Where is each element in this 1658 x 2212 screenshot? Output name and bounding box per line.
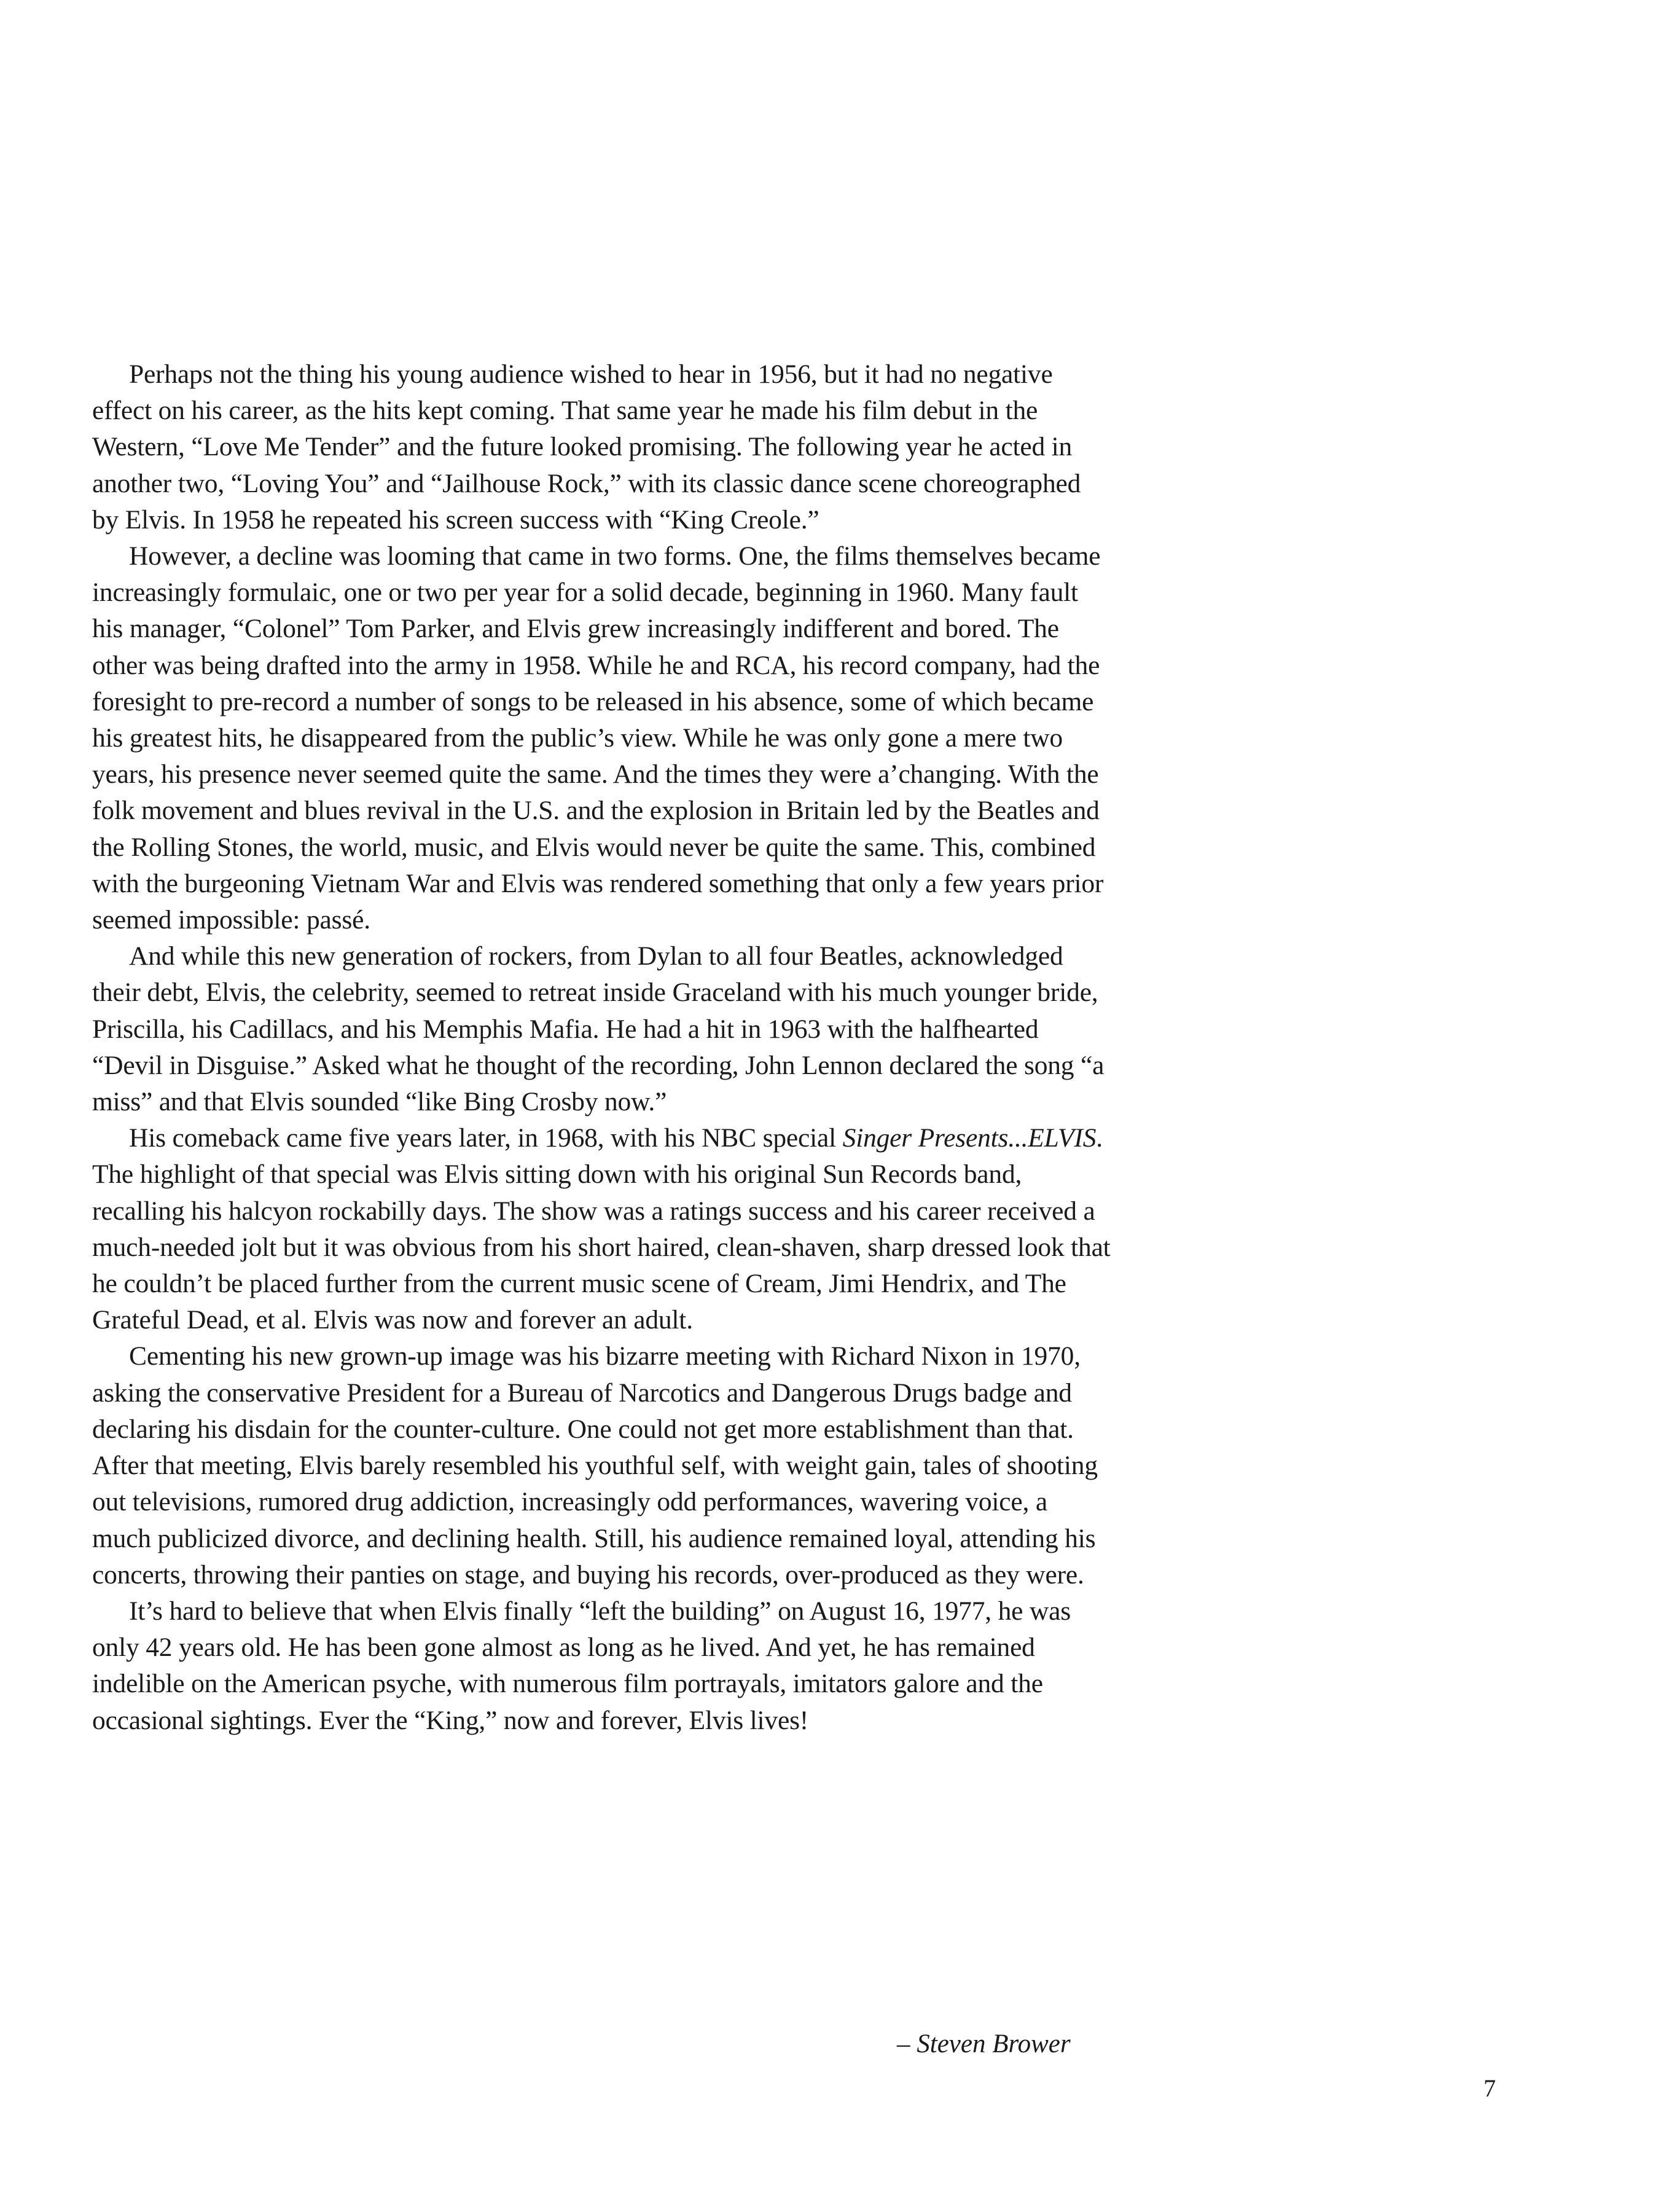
paragraph-6: It’s hard to believe that when Elvis finally “left the building” on August 16, 1977, he was only 42 years old. He has been gone almost as long as he lived. And yet, he has remained indelible on the American psyche, with numerous film portrayals, imitators galore and the occasional sightings. Ever the “King,” now and forever, Elvis lives! <box>92 1596 1071 1735</box>
paragraph-4-end: . The highlight of that special was Elvis sitting down with his original Sun Records band, recalling his halcyon rockabilly days. The show was a ratings success and his career received a much-needed jolt but it was obvious from his short haired, clean-shaven, sharp dressed look that he couldn’t be placed further from the current music scene of Cream, Jimi Hendrix, and The Grateful Dead, et al. Elvis was now and forever an adult. <box>92 1123 1111 1335</box>
paragraph-4-start: His comeback came five years later, in 1968, with his NBC special <box>129 1123 843 1153</box>
paragraph-1: Perhaps not the thing his young audience wished to hear in 1956, but it had no negative effect on his career, as the hits kept coming. That same year he made his film debut in the Western, “Love Me Tender” and the future looked promising. The following year he acted in another two, “Loving You” and “Jailhouse Rock,” with its classic dance scene choreographed by Elvis. In 1958 he repeated his screen success with “King Creole.” <box>92 359 1081 535</box>
author-signature: – Steven Brower <box>897 2030 1071 2058</box>
paragraph-5: Cementing his new grown-up image was his bizarre meeting with Richard Nixon in 1970, asking the conservative President for a Bureau of Narcotics and Dangerous Drugs badge and declaring his disdain for the counter-culture. One could not get more establishment than that. After that meeting, Elvis barely resembled his youthful self, with weight gain, tales of shooting out televisions, rumored drug addiction, increasingly odd performances, wavering voice, a much publicized divorce, and declining health. Still, his audience remained loyal, attending his concerts, throwing their panties on stage, and buying his records, over-produced as they were. <box>92 1341 1098 1590</box>
special-title: Singer Presents...ELVIS <box>842 1123 1097 1153</box>
page-number: 7 <box>1484 2074 1496 2102</box>
paragraph-4 <box>92 1120 1112 1338</box>
paragraph-3: And while this new generation of rockers, from Dylan to all four Beatles, acknowledged their debt, Elvis, the celebrity, seemed to retreat inside Graceland with his much younger bride, Priscilla, his Cadillacs, and his Memphis Mafia. He had a hit in 1963 with the halfhearted “Devil in Disguise.” Asked what he thought of the recording, John Lennon declared the song “a miss” and that Elvis sounded “like Bing Crosby now.” <box>92 941 1105 1117</box>
paragraph-2: However, a decline was looming that came in two forms. One, the films themselves became increasingly formulaic, one or two per year for a solid decade, beginning in 1960. Many fault his manager, “Colonel” Tom Parker, and Elvis grew increasingly indifferent and bored. The other was being drafted into the army in 1958. While he and RCA, his record company, had the foresight to pre-record a number of songs to be released in his absence, some of which became his greatest hits, he disappeared from the public’s view. While he was only gone a mere two years, his presence never seemed quite the same. And the times they were a’changing. With the folk movement and blues revival in the U.S. and the explosion in Britain led by the Beatles and the Rolling Stones, the world, music, and Elvis would never be quite the same. This, combined with the burgeoning Vietnam War and Elvis was rendered something that only a few years prior seemed impossible: passé. <box>92 541 1104 935</box>
article-body <box>92 356 1112 1739</box>
